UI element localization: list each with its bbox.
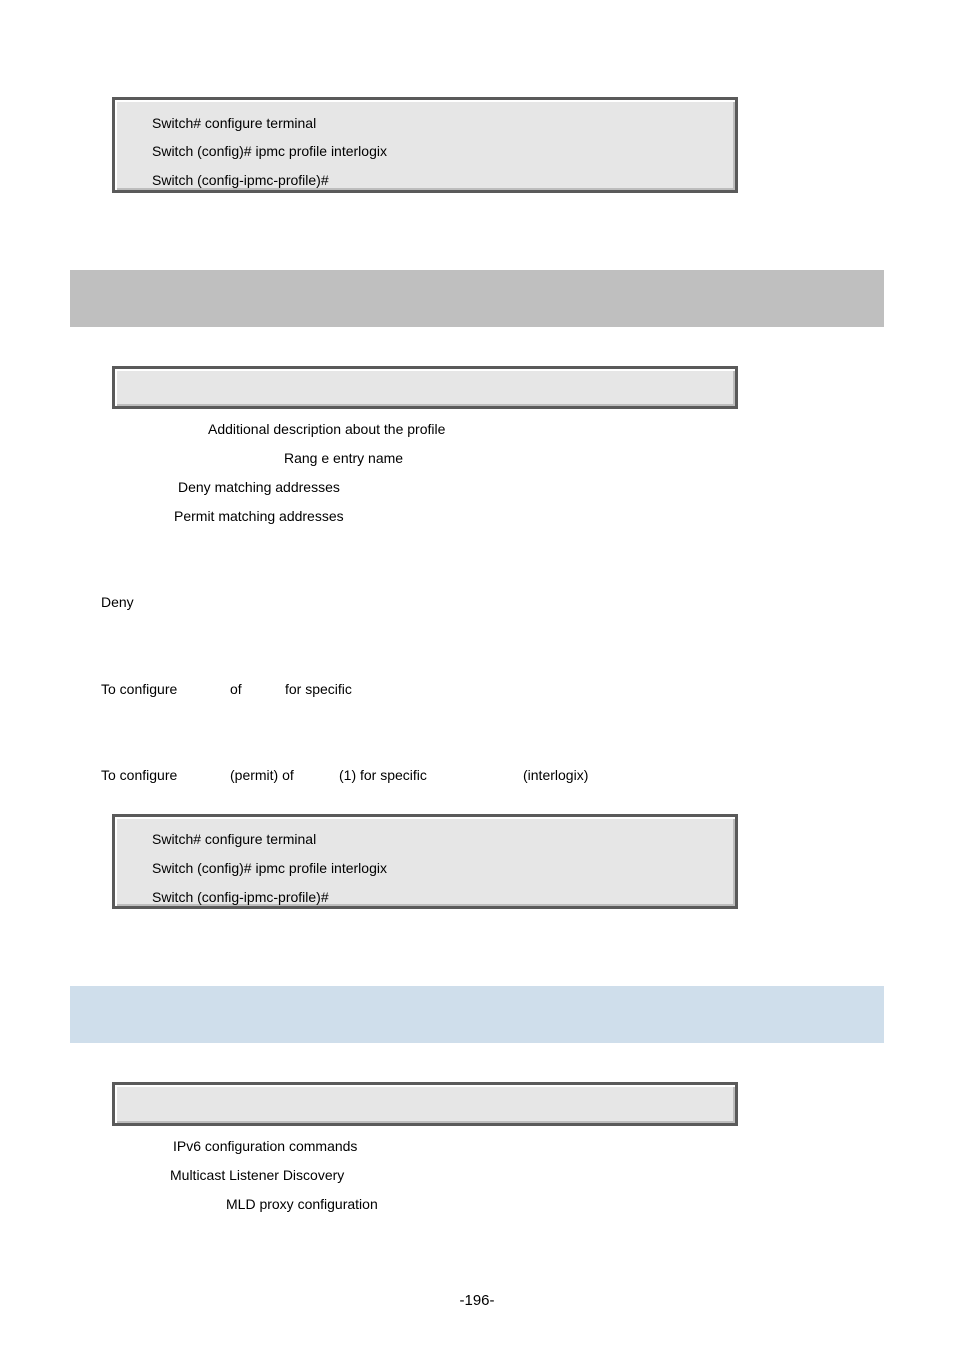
- example-code-box: [112, 814, 738, 909]
- section-heading-band: [70, 986, 884, 1043]
- usage-text: (1) for specific: [339, 767, 427, 783]
- code-line: Switch (config)# ipmc profile interlogix: [152, 860, 387, 876]
- usage-text: of: [230, 681, 242, 697]
- usage-text: (interlogix): [523, 767, 589, 783]
- code-line: Switch# configure terminal: [152, 115, 317, 131]
- param-description: Permit matching addresses: [174, 508, 344, 524]
- param-description: Deny matching addresses: [178, 479, 340, 495]
- param-description: IPv6 configuration commands: [173, 1138, 358, 1154]
- code-line: Switch (config)# ipmc profile interlogix: [152, 143, 387, 159]
- code-line: Switch (config-ipmc-profile)#: [152, 172, 329, 188]
- code-line: Switch (config-ipmc-profile)#: [152, 889, 329, 905]
- example-code-box: [112, 97, 738, 193]
- param-description: MLD proxy configuration: [226, 1196, 378, 1212]
- param-description: Rang e entry name: [284, 450, 404, 466]
- default-value: Deny: [101, 594, 134, 610]
- param-description: Multicast Listener Discovery: [170, 1167, 345, 1183]
- usage-text: To configure: [101, 767, 178, 783]
- page-number: -196-: [459, 1292, 495, 1309]
- usage-text: (permit) of: [230, 767, 294, 783]
- usage-text: for specific: [285, 681, 352, 697]
- syntax-box: [112, 366, 738, 409]
- usage-text: To configure: [101, 681, 178, 697]
- code-line: Switch# configure terminal: [152, 831, 317, 847]
- syntax-box: [112, 1082, 738, 1126]
- section-heading-band: [70, 270, 884, 327]
- param-description: Additional description about the profile: [208, 421, 446, 437]
